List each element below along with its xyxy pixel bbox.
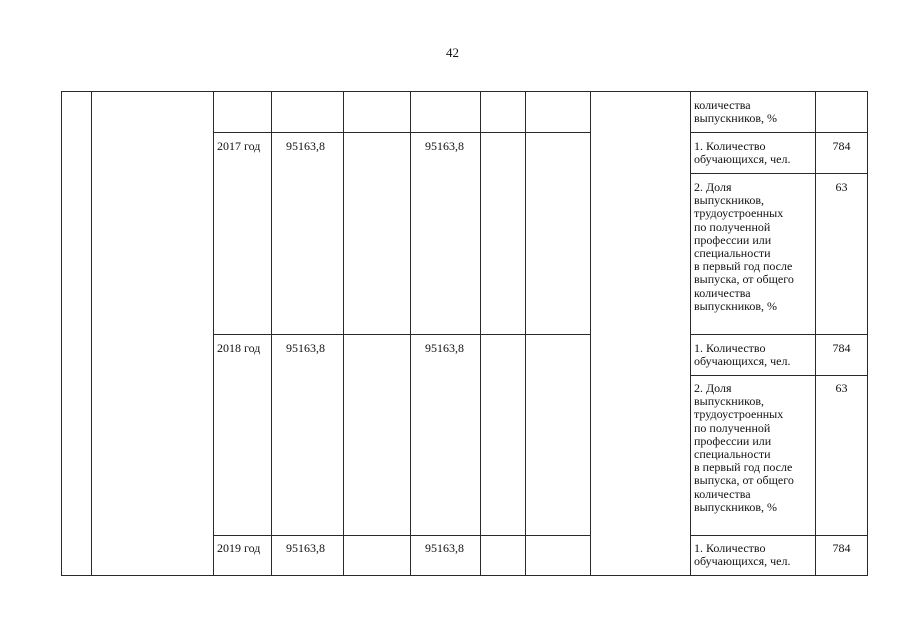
value-cell: 784 [832,139,851,153]
indicator-cell: количества выпускников, % [694,98,778,126]
row-divider [690,132,868,133]
value-cell: 63 [835,381,848,395]
row-divider [213,334,591,335]
value-cell: 784 [832,541,851,555]
table-bottom-border [61,575,868,576]
amount-cell: 95163,8 [286,341,325,355]
row-divider [690,173,868,174]
col-line [61,91,62,576]
indicator-cell: 1. Количество обучающихся, чел. [694,541,791,569]
col-line [91,91,92,576]
row-divider [690,535,868,536]
row-divider [690,334,868,335]
indicator-cell: 2. Доля выпускников, трудоустроенных по полученной профессии или специальности в первый год после выпуска, от общего количества выпускников, % [694,381,794,514]
row-divider [690,375,868,376]
amount-cell: 95163,8 [425,139,464,153]
year-cell: 2017 год [217,139,261,153]
amount-cell: 95163,8 [286,541,325,555]
value-cell: 784 [832,341,851,355]
indicator-cell: 1. Количество обучающихся, чел. [694,341,791,369]
amount-cell: 95163,8 [425,341,464,355]
page-number: 42 [446,45,459,60]
table-top-border [61,91,868,92]
amount-cell: 95163,8 [286,139,325,153]
indicator-cell: 2. Доля выпускников, трудоустроенных по полученной профессии или специальности в первый год после выпуска, от общего количества выпускников, % [694,180,794,313]
amount-cell: 95163,8 [425,541,464,555]
row-divider [213,535,591,536]
year-cell: 2018 год [217,341,261,355]
year-cell: 2019 год [217,541,261,555]
row-divider [213,132,591,133]
value-cell: 63 [835,180,848,194]
indicator-cell: 1. Количество обучающихся, чел. [694,139,791,167]
